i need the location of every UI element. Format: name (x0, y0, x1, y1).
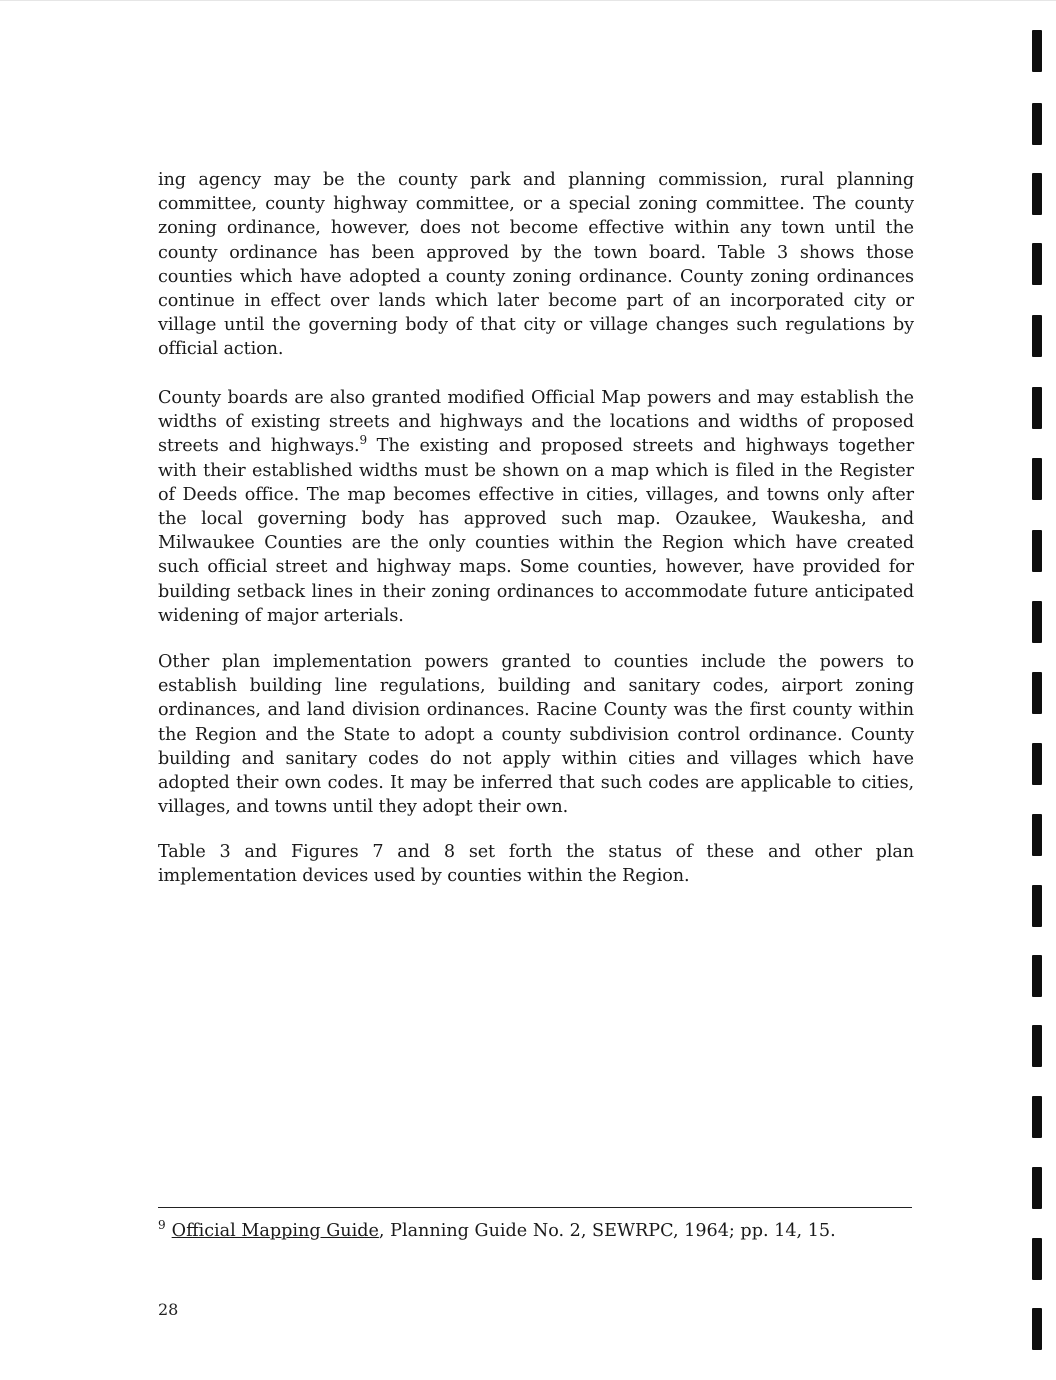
paragraph (158, 386, 914, 628)
binding-mark (1032, 30, 1042, 72)
paragraph-text: County boards are also granted modified Official Map powers and may establish the widths of existing streets and highways and the locations and widths of proposed streets and highways. (158, 388, 914, 457)
page-number: 28 (158, 1300, 179, 1319)
paragraph: Other plan implementation powers granted to counties include the powers to establish building line regulations, building and sanitary codes, airport zoning ordinances, and land division ordinances. Racine County was the first county within the Region and the State to adopt a county subdivision control ordinance. County building and sanitary codes do not apply within cities and villages which have adopted their own codes. It may be inferred that such codes are applicable to cities, villages, and towns until they adopt their own. (158, 652, 914, 818)
binding-mark (1032, 173, 1042, 215)
binding-mark (1032, 1167, 1042, 1209)
footnote-mark: 9 (158, 1218, 166, 1233)
binding-mark (1032, 672, 1042, 714)
binding-mark (1032, 1096, 1042, 1138)
paragraph: ing agency may be the county park and planning commission, rural planning committee, county highway committee, or a special zoning committee. The county zoning ordinance, however, does not become effective within any town until the county ordinance has been approved by the town board. Table 3 shows those counties which have adopted a county zoning ordinance. County zoning ordinances continue in effect over lands which later become part of an incorporated city or village until the governing body of that city or village changes such regulations by official action. (158, 170, 914, 360)
footnote-title: Official Mapping Guide (171, 1221, 379, 1241)
footnote-separator (158, 1207, 912, 1208)
binding-mark (1032, 530, 1042, 572)
binding-mark (1032, 1025, 1042, 1067)
binding-mark (1032, 1308, 1042, 1350)
binding-marks (1032, 30, 1042, 1375)
page-top-edge (0, 0, 1056, 1)
binding-mark (1032, 955, 1042, 997)
binding-mark (1032, 243, 1042, 285)
binding-mark (1032, 387, 1042, 429)
footnote-reference: 9 (359, 433, 368, 448)
binding-mark (1032, 315, 1042, 357)
binding-mark (1032, 601, 1042, 643)
binding-mark (1032, 458, 1042, 500)
paragraph-text: The existing and proposed streets and highways together with their established widths must be shown on a map which is filed in the Register of Deeds office. The map becomes effective in cities, villages, and towns only after the local governing body has approved such map. Ozaukee, Waukesha, and Milwaukee Counties are the only counties within the Region which have created such official street and highway maps. Some counties, however, have provided for building setback lines in their zoning ordinances to accommodate future anticipated widening of major arterials. (158, 436, 914, 626)
binding-mark (1032, 814, 1042, 856)
paragraph: Table 3 and Figures 7 and 8 set forth the status of these and other plan implementation devices used by counties within the Region. (158, 842, 914, 887)
binding-mark (1032, 743, 1042, 785)
binding-mark (1032, 103, 1042, 145)
binding-mark (1032, 885, 1042, 927)
footnote-citation: , Planning Guide No. 2, SEWRPC, 1964; pp. 14, 15. (378, 1221, 836, 1241)
binding-mark (1032, 1238, 1042, 1280)
footnote (158, 1218, 914, 1244)
